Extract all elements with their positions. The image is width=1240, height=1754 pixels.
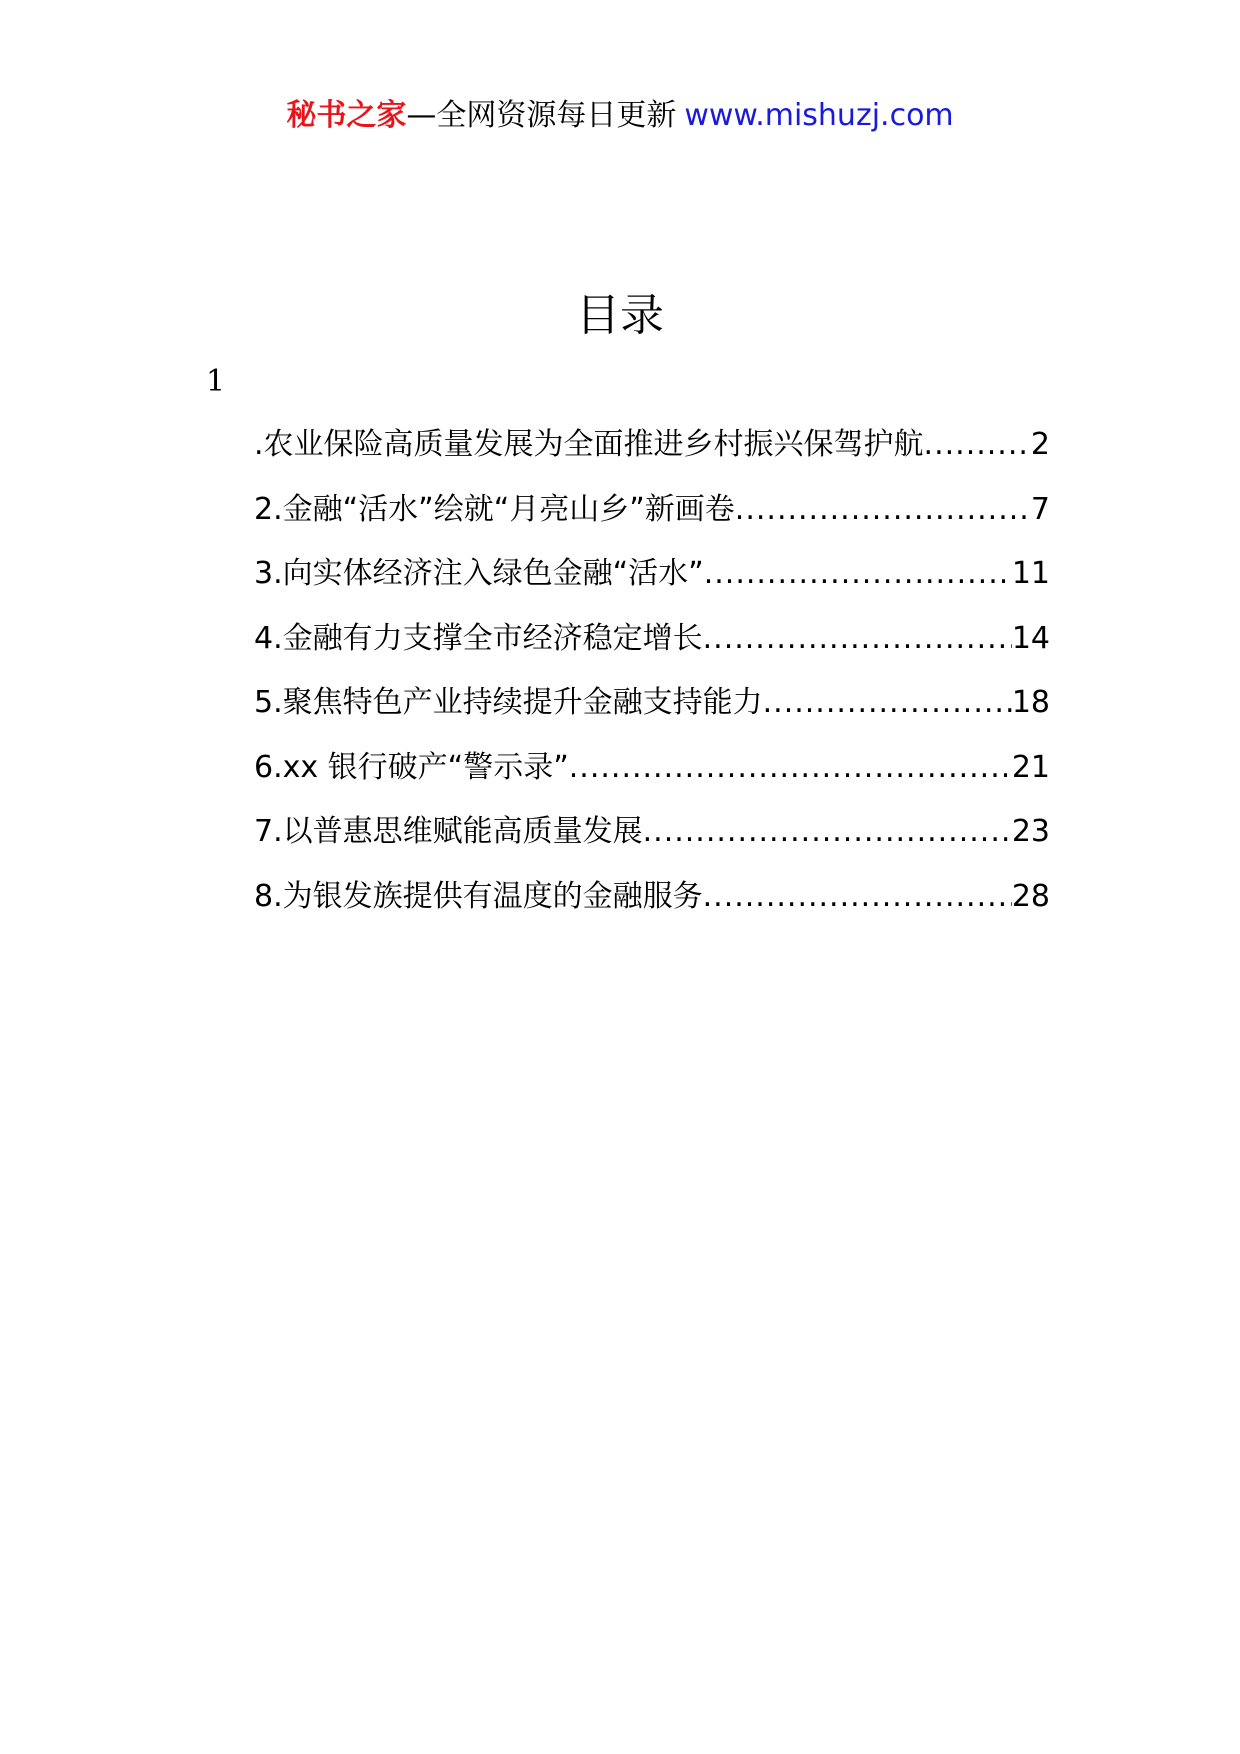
- toc-entry-title: 2.金融“活水”绘就“月亮山乡”新画卷: [254, 491, 735, 527]
- toc-entry-title: .农业保险高质量发展为全面推进乡村振兴保驾护航: [254, 427, 924, 462]
- toc-entry-title: 4.金融有力支撑全市经济稳定增长: [254, 620, 703, 656]
- toc-entry-title: 8.为银发族提供有温度的金融服务: [254, 878, 703, 914]
- toc-leader-dots: [924, 425, 1031, 465]
- page-title: 目录: [576, 290, 664, 341]
- toc-entry-page: 11: [1011, 556, 1050, 591]
- toc-leader-dots: [569, 748, 1012, 788]
- toc-entry-4[interactable]: [254, 619, 1050, 684]
- toc-entry-page: 23: [1011, 814, 1050, 849]
- toc-entry-5[interactable]: [254, 683, 1050, 748]
- toc-leader-dots: [763, 683, 1012, 723]
- toc-leader-dots: [643, 812, 1012, 852]
- site-url-link[interactable]: www.mishuzj.com: [684, 98, 954, 133]
- toc-entry-page: 28: [1011, 878, 1050, 914]
- toc-entry-8[interactable]: [254, 877, 1050, 942]
- toc-entry-title: 6.xx 银行破产“警示录”: [254, 749, 569, 785]
- toc-entry-page: 14: [1011, 620, 1050, 656]
- toc-leader-dots: [704, 554, 1012, 594]
- toc-entry-page: 7: [1030, 491, 1050, 527]
- stray-number: 1: [206, 364, 226, 399]
- toc-entry-page: 21: [1011, 749, 1050, 785]
- toc-entry-6[interactable]: [254, 748, 1050, 813]
- toc-entry-3[interactable]: [254, 554, 1050, 619]
- toc-entry-page: 18: [1011, 685, 1050, 720]
- toc-leader-dots: [703, 877, 1012, 917]
- table-of-contents: [254, 425, 1050, 941]
- toc-leader-dots: [735, 490, 1031, 530]
- site-header: [0, 96, 1240, 136]
- toc-leader-dots: [703, 619, 1012, 659]
- site-tagline: —全网资源每日更新: [406, 98, 677, 133]
- toc-entry-2[interactable]: [254, 490, 1050, 555]
- toc-entry-title: 5.聚焦特色产业持续提升金融支持能力: [254, 685, 763, 720]
- toc-entry-page: 2: [1030, 427, 1050, 462]
- toc-entry-7[interactable]: [254, 812, 1050, 877]
- toc-entry-title: 3.向实体经济注入绿色金融“活水”: [254, 556, 704, 591]
- site-brand: 秘书之家: [286, 98, 407, 133]
- toc-entry-title: 7.以普惠思维赋能高质量发展: [254, 814, 643, 849]
- toc-entry-1[interactable]: [254, 425, 1050, 490]
